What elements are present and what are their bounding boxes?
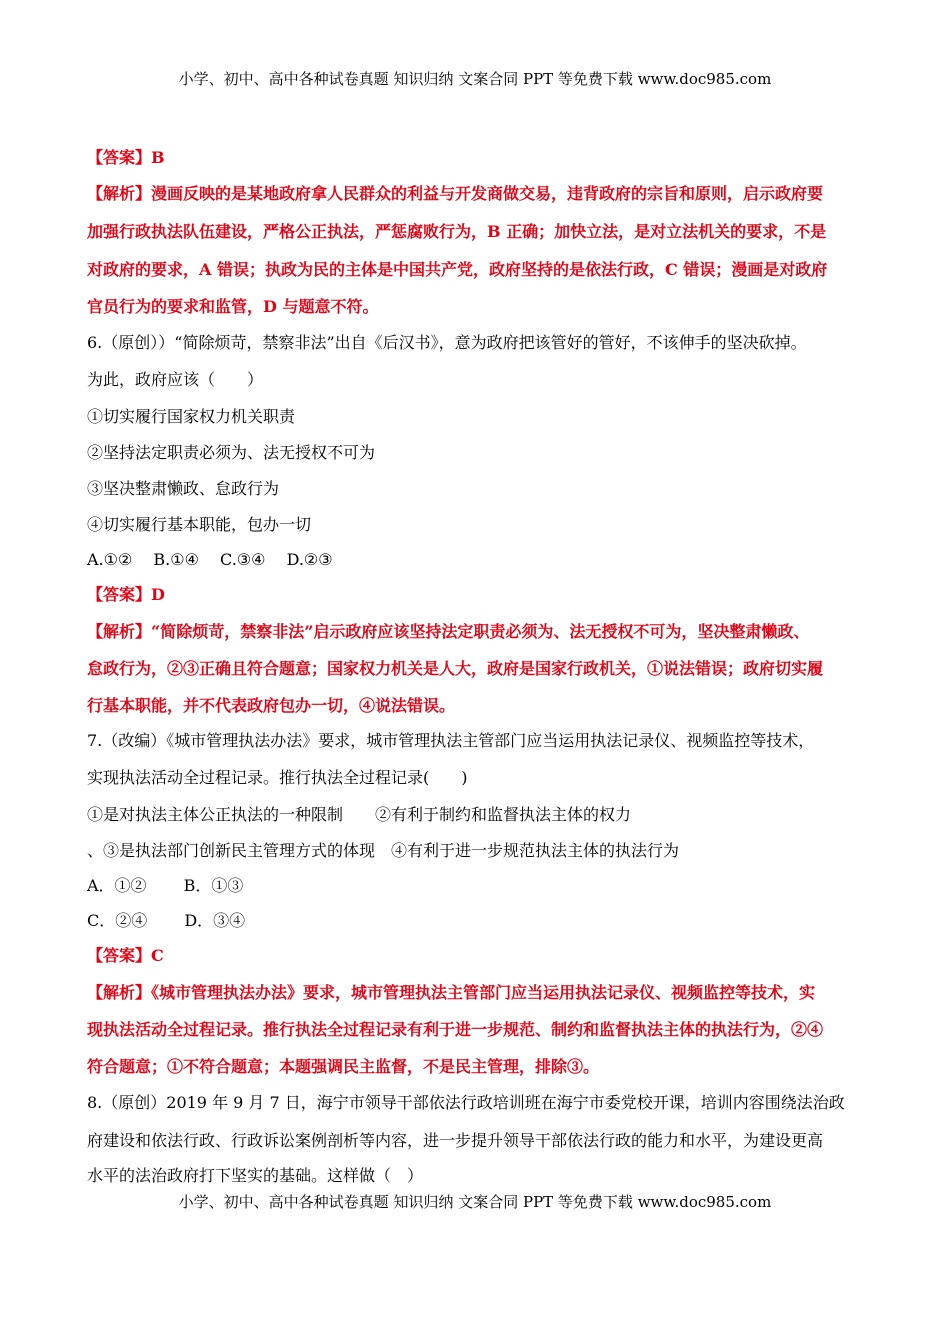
question-8-stem-line-1: 8.（原创）2019 年 9 月 7 日，海宁市领导干部依法行政培训班在海宁市委党校开课，培训内容围绕法治政 [87,1093,845,1112]
analysis-7-line-2: 现执法活动全过程记录。推行执法全过程记录有利于进一步规范、制约和监督执法主体的执法行为，②④ [87,1020,824,1039]
analysis-6-line-3: 行基本职能，并不代表政府包办一切，④说法错误。 [87,696,456,715]
question-6-stem-line-1: 6.（原创））“简除烦苛，禁察非法”出自《后汉书》，意为政府把该管好的管好，不该伸手的坚决砍掉。 [87,333,807,352]
question-6-choices: A.①② B.①④ C.③④ D.②③ [87,550,333,569]
analysis-6-line-2: 怠政行为，②③正确且符合题意；国家权力机关是人大，政府是国家行政机关，①说法错误；政府切实履 [87,659,824,678]
question-6-option-2: ②坚持法定职责必须为、法无授权不可为 [87,443,376,462]
analysis-5-line-2: 加强行政执法队伍建设，严格公正执法，严惩腐败行为，B 正确；加快立法，是对立法机关的要求，不是 [87,222,827,241]
analysis-6-line-1: 【解析】“简除烦苛，禁察非法”启示政府应该坚持法定职责必须为、法无授权不可为，坚决整肃懒政、 [87,622,810,641]
question-6-option-4: ④切实履行基本职能，包办一切 [87,515,312,534]
analysis-7-line-3: 符合题意；①不符合题意；本题强调民主监督，不是民主管理，排除③。 [87,1057,600,1076]
question-8-stem-line-3: 水平的法治政府打下坚实的基础。这样做（ ） [87,1166,424,1185]
question-6-stem-line-2: 为此，政府应该（ ） [87,370,264,389]
answer-7: 【答案】C [87,946,164,965]
analysis-5-line-3: 对政府的要求，A 错误；执政为民的主体是中国共产党，政府坚持的是依法行政，C 错误；漫画是对政府 [87,260,828,279]
question-6-option-3: ③坚决整肃懒政、怠政行为 [87,479,280,498]
question-7-choices-1: A．①② B．①③ [87,876,244,895]
question-6-option-1: ①切实履行国家权力机关职责 [87,407,296,426]
page-footer: 小学、初中、高中各种试卷真题 知识归纳 文案合同 PPT 等免费下载 www.doc985.com [178,1193,772,1211]
question-7-options-1: ①是对执法主体公正执法的一种限制 ②有利于制约和监督执法主体的权力 [87,805,632,824]
answer-6: 【答案】D [87,585,165,604]
answer-5: 【答案】B [87,148,165,167]
analysis-5-line-1: 【解析】漫画反映的是某地政府拿人民群众的利益与开发商做交易，违背政府的宗旨和原则，启示政府要 [87,184,824,203]
question-7-choices-2: C．②④ D．③④ [87,911,246,930]
analysis-5-line-4: 官员行为的要求和监管，D 与题意不符。 [87,297,379,316]
question-7-stem-line-1: 7.（改编）《城市管理执法办法》要求，城市管理执法主管部门应当运用执法记录仪、视频监控等技术， [87,731,815,750]
question-7-stem-line-2: 实现执法活动全过程记录。推行执法全过程记录( ) [87,768,468,787]
analysis-7-line-1: 【解析】《城市管理执法办法》要求，城市管理执法主管部门应当运用执法记录仪、视频监控等技术，实 [87,983,816,1002]
page-header: 小学、初中、高中各种试卷真题 知识归纳 文案合同 PPT 等免费下载 www.doc985.com [178,70,772,88]
question-7-options-2: 、③是执法部门创新民主管理方式的体现 ④有利于进一步规范执法主体的执法行为 [87,841,680,860]
question-8-stem-line-2: 府建设和依法行政、行政诉讼案例剖析等内容，进一步提升领导干部依法行政的能力和水平，为建设更高 [87,1131,824,1150]
